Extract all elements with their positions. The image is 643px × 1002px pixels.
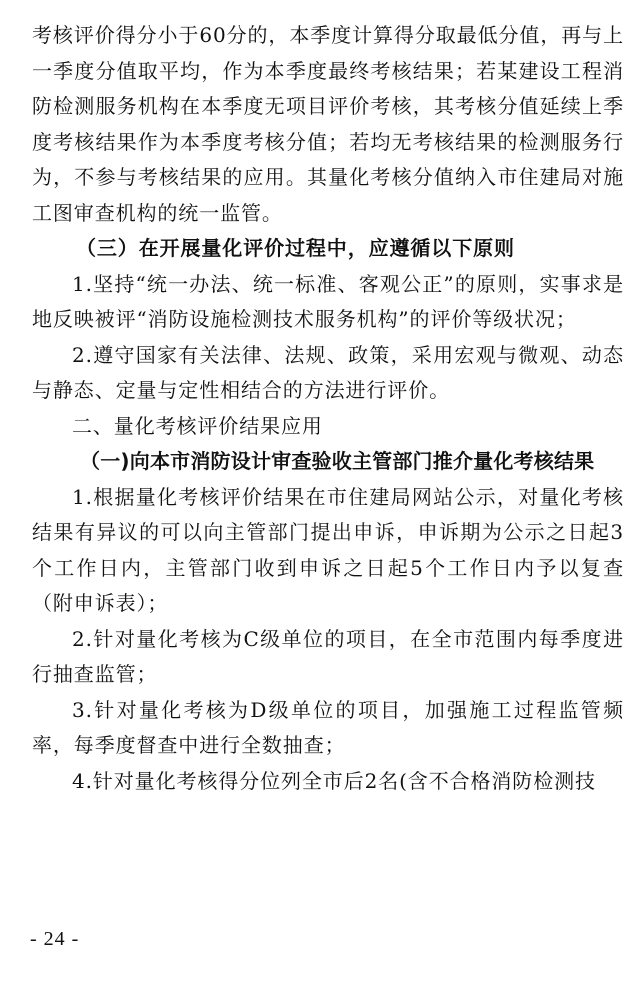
principles-heading: （三）在开展量化评价过程中，应遵循以下原则 bbox=[76, 236, 515, 260]
principle-item-2: 2.遵守国家有关法律、法规、政策，采用宏观与微观、动态与静态、定量与定性相结合的方法进行评价。 bbox=[32, 342, 624, 402]
page-number: - 24 - bbox=[30, 928, 80, 950]
subsection-heading-1: （一)向本市消防设计审查验收主管部门推介量化考核结果 bbox=[80, 449, 595, 473]
section-heading-2: 二、量化考核评价结果应用 bbox=[72, 413, 323, 438]
document-page bbox=[32, 18, 624, 799]
list-item-3: 3.针对量化考核为D级单位的项目，加强施工过程监管频率，每季度督查中进行全数抽查； bbox=[32, 697, 624, 757]
list-item-2: 2.针对量化考核为C级单位的项目，在全市范围内每季度进行抽查监管； bbox=[32, 626, 624, 686]
list-item-4: 4.针对量化考核得分位列全市后2名(含不合格消防检测技 bbox=[72, 768, 596, 793]
list-item-1: 1.根据量化考核评价结果在市住建局网站公示，对量化考核结果有异议的可以向主管部门提出申诉，申诉期为公示之日起3个工作日内，主管部门收到申诉之日起5个工作日内予以复查（附申诉表）； bbox=[32, 484, 624, 615]
body-paragraph: 考核评价得分小于60分的，本季度计算得分取最低分值，再与上一季度分值取平均，作为本季度最终考核结果；若某建设工程消防检测服务机构在本季度无项目评价考核，其考核分值延续上季度考核结果作为本季度考核分值；若均无考核结果的检测服务行为，不参与考核结果的应用。其量化考核分值纳入市住建局对施工图审查机构的统一监管。 bbox=[32, 23, 624, 225]
principle-item-1: 1.坚持“统一办法、统一标准、客观公正”的原则，实事求是地反映被评“消防设施检测技术服务机构”的评价等级状况； bbox=[32, 271, 624, 331]
